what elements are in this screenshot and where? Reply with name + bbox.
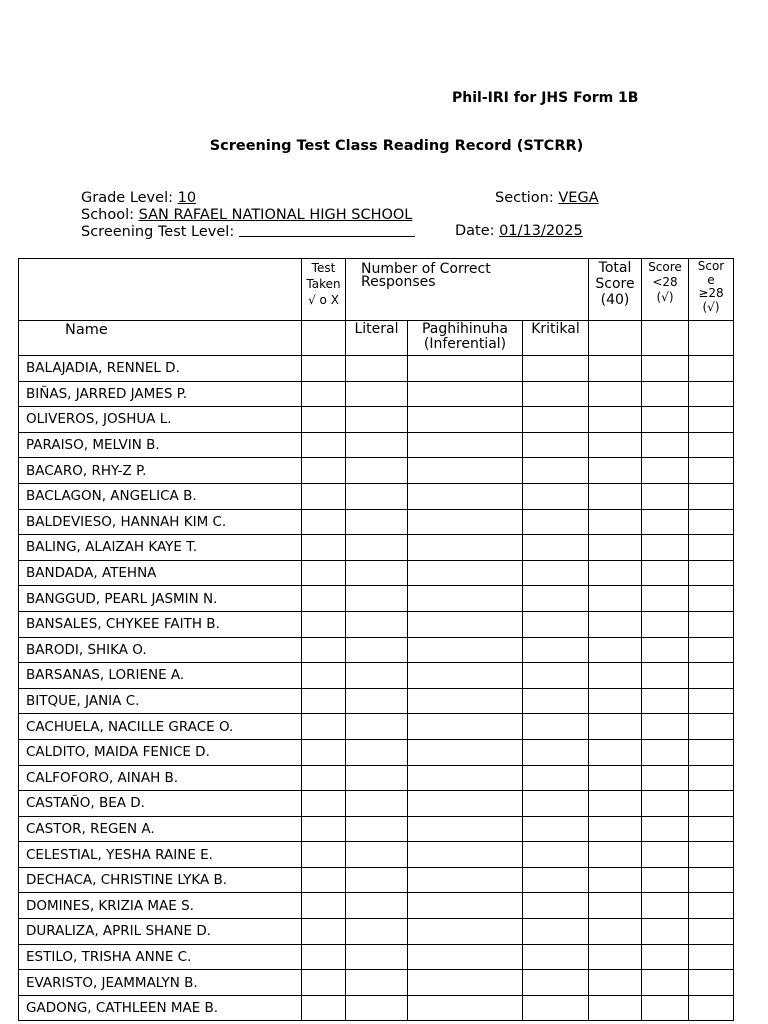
test-level-blank: [239, 223, 415, 237]
score-above-cell: [689, 944, 734, 970]
student-name: BACARO, RHY-Z P.: [19, 458, 302, 484]
kritikal-cell: [523, 714, 589, 740]
test-taken-cell: [302, 765, 346, 791]
student-name: PARAISO, MELVIN B.: [19, 432, 302, 458]
literal-cell: [346, 663, 408, 689]
total-score-cell: [589, 791, 642, 817]
form-title: Screening Test Class Reading Record (STCRR): [209, 138, 584, 154]
literal-cell: [346, 432, 408, 458]
total-score-cell: [589, 842, 642, 868]
responses-line1: Number of Correct: [361, 261, 491, 277]
score-below-cell: [642, 791, 689, 817]
header-row-1: [19, 259, 734, 321]
total-score-cell: [589, 739, 642, 765]
inferential-line1: Paghihinuha: [421, 321, 508, 337]
score-below-cell: [642, 381, 689, 407]
score-below-cell: [642, 919, 689, 945]
score-below-cell: [642, 867, 689, 893]
score-above-cell: [689, 586, 734, 612]
literal-cell: [346, 816, 408, 842]
inferential-cell: [408, 919, 523, 945]
student-name: BANDADA, ATEHNA: [19, 560, 302, 586]
literal-cell: [346, 483, 408, 509]
literal-cell: [346, 995, 408, 1021]
test-taken-cell: [302, 714, 346, 740]
student-name: BITQUE, JANIA C.: [19, 688, 302, 714]
total-score-cell: [589, 560, 642, 586]
test-taken-cell: [302, 663, 346, 689]
score-above-cell: [689, 356, 734, 382]
score-below-cell: [642, 535, 689, 561]
kritikal-cell: [523, 944, 589, 970]
student-name: CASTOR, REGEN A.: [19, 816, 302, 842]
student-name: BALING, ALAIZAH KAYE T.: [19, 535, 302, 561]
literal-cell: [346, 586, 408, 612]
total-score-cell: [589, 637, 642, 663]
literal-cell: [346, 509, 408, 535]
score-above-cell: [689, 714, 734, 740]
table-row: [19, 458, 734, 484]
literal-cell: [346, 867, 408, 893]
test-taken-cell: [302, 407, 346, 433]
kritikal-cell: [523, 765, 589, 791]
total-score-cell: [589, 919, 642, 945]
literal-cell: [346, 637, 408, 663]
test-taken-cell: [302, 356, 346, 382]
test-taken-cell: [302, 637, 346, 663]
total-score-cell: [589, 893, 642, 919]
score-above-cell: [689, 381, 734, 407]
inferential-cell: [408, 765, 523, 791]
table-row: [19, 842, 734, 868]
literal-cell: [346, 381, 408, 407]
school-label: School:: [81, 206, 139, 223]
score-above-cell: [689, 842, 734, 868]
test-taken-header: [302, 259, 346, 321]
grade-level-label: Grade Level:: [81, 190, 178, 206]
kritikal-cell: [523, 611, 589, 637]
score-above-cell: [689, 535, 734, 561]
student-name: BANSALES, CHYKEE FAITH B.: [19, 611, 302, 637]
test-taken-cell: [302, 816, 346, 842]
class-info: [81, 190, 599, 240]
student-name: BIÑAS, JARRED JAMES P.: [19, 381, 302, 407]
student-name: GADONG, CATHLEEN MAE B.: [19, 995, 302, 1021]
kritikal-cell: [523, 995, 589, 1021]
literal-cell: [346, 842, 408, 868]
name-header: Name: [19, 321, 302, 356]
above-line1: Scor: [697, 259, 725, 273]
table-row: [19, 483, 734, 509]
score-below-cell: [642, 509, 689, 535]
test-taken-line1: Test: [311, 261, 336, 275]
inferential-cell: [408, 791, 523, 817]
literal-cell: [346, 944, 408, 970]
total-score-cell: [589, 509, 642, 535]
kritikal-cell: [523, 970, 589, 996]
inferential-cell: [408, 944, 523, 970]
inferential-line2: (Inferential): [423, 336, 507, 352]
score-below-cell: [642, 560, 689, 586]
score-below-cell: [642, 663, 689, 689]
test-taken-cell: [302, 970, 346, 996]
kritikal-cell: [523, 535, 589, 561]
test-taken-cell: [302, 791, 346, 817]
table-row: [19, 381, 734, 407]
total-score-cell: [589, 458, 642, 484]
total-score-cell: [589, 688, 642, 714]
table-row: [19, 432, 734, 458]
total-score-subheader: [589, 321, 642, 356]
table-row: [19, 714, 734, 740]
inferential-cell: [408, 407, 523, 433]
student-name: CACHUELA, NACILLE GRACE O.: [19, 714, 302, 740]
inferential-cell: [408, 535, 523, 561]
score-below-cell: [642, 637, 689, 663]
table-row: [19, 765, 734, 791]
inferential-cell: [408, 611, 523, 637]
kritikal-cell: [523, 432, 589, 458]
test-taken-cell: [302, 458, 346, 484]
student-name: DURALIZA, APRIL SHANE D.: [19, 919, 302, 945]
kritikal-cell: [523, 663, 589, 689]
table-row: [19, 919, 734, 945]
score-above-cell: [689, 458, 734, 484]
total-score-cell: [589, 867, 642, 893]
table-row: [19, 816, 734, 842]
inferential-cell: [408, 688, 523, 714]
score-above-cell: [689, 637, 734, 663]
literal-cell: [346, 739, 408, 765]
kritikal-cell: [523, 586, 589, 612]
literal-cell: [346, 714, 408, 740]
header-row-2: [19, 321, 734, 356]
total-score-cell: [589, 995, 642, 1021]
score-below-cell: [642, 714, 689, 740]
score-below-cell: [642, 356, 689, 382]
test-taken-cell: [302, 381, 346, 407]
test-taken-cell: [302, 739, 346, 765]
table-row: [19, 560, 734, 586]
kritikal-cell: [523, 458, 589, 484]
school-row: [81, 207, 415, 224]
score-above-cell: [689, 560, 734, 586]
table-row: [19, 637, 734, 663]
literal-cell: [346, 458, 408, 484]
total-score-cell: [589, 765, 642, 791]
kritikal-header: Kritikal: [523, 321, 589, 356]
score-above-cell: [689, 867, 734, 893]
table-row: [19, 535, 734, 561]
test-taken-cell: [302, 535, 346, 561]
student-name: BACLAGON, ANGELICA B.: [19, 483, 302, 509]
table-row: [19, 995, 734, 1021]
above-line2: e: [707, 272, 715, 287]
score-below-cell: [642, 893, 689, 919]
literal-cell: [346, 535, 408, 561]
kritikal-cell: [523, 739, 589, 765]
table-row: [19, 688, 734, 714]
inferential-cell: [408, 970, 523, 996]
test-taken-cell: [302, 509, 346, 535]
student-name: BARSANAS, LORIENE A.: [19, 663, 302, 689]
literal-cell: [346, 560, 408, 586]
total-score-cell: [589, 483, 642, 509]
score-below-cell: [642, 407, 689, 433]
inferential-cell: [408, 663, 523, 689]
section-label: Section:: [495, 190, 559, 206]
date-field: [455, 223, 583, 240]
score-below-cell: [642, 739, 689, 765]
score-above-cell: [689, 791, 734, 817]
inferential-cell: [408, 739, 523, 765]
below-line1: Score: [648, 260, 682, 274]
inferential-cell: [408, 381, 523, 407]
score-above-cell: [689, 509, 734, 535]
student-name: ESTILO, TRISHA ANNE C.: [19, 944, 302, 970]
student-name: DECHACA, CHRISTINE LYKA B.: [19, 867, 302, 893]
test-level-date-row: [81, 223, 583, 240]
total-line1: Total: [598, 260, 632, 276]
score-below-cell: [642, 458, 689, 484]
score-above-cell: [689, 432, 734, 458]
kritikal-cell: [523, 483, 589, 509]
inferential-header: [408, 321, 523, 356]
kritikal-cell: [523, 381, 589, 407]
score-below-cell: [642, 432, 689, 458]
kritikal-cell: [523, 407, 589, 433]
test-taken-cell: [302, 893, 346, 919]
score-below-subheader: [642, 321, 689, 356]
table-row: [19, 407, 734, 433]
total-score-cell: [589, 535, 642, 561]
table-row: [19, 893, 734, 919]
inferential-cell: [408, 586, 523, 612]
literal-header: Literal: [346, 321, 408, 356]
score-above-cell: [689, 663, 734, 689]
kritikal-cell: [523, 356, 589, 382]
section-field: [495, 190, 599, 207]
total-score-cell: [589, 816, 642, 842]
literal-cell: [346, 893, 408, 919]
kritikal-cell: [523, 509, 589, 535]
inferential-cell: [408, 458, 523, 484]
literal-cell: [346, 970, 408, 996]
reading-record-table: [18, 258, 734, 1021]
score-above-cell: [689, 995, 734, 1021]
test-taken-cell: [302, 919, 346, 945]
score-above-cell: [689, 688, 734, 714]
kritikal-cell: [523, 842, 589, 868]
score-below-cell: [642, 586, 689, 612]
student-name: CALDITO, MAIDA FENICE D.: [19, 739, 302, 765]
table-row: [19, 739, 734, 765]
total-score-cell: [589, 432, 642, 458]
student-name: BARODI, SHIKA O.: [19, 637, 302, 663]
inferential-cell: [408, 714, 523, 740]
literal-cell: [346, 688, 408, 714]
inferential-cell: [408, 842, 523, 868]
table-row: [19, 509, 734, 535]
test-taken-cell: [302, 432, 346, 458]
score-below-cell: [642, 765, 689, 791]
kritikal-cell: [523, 791, 589, 817]
total-score-cell: [589, 407, 642, 433]
table-row: [19, 356, 734, 382]
student-name: EVARISTO, JEAMMALYN B.: [19, 970, 302, 996]
score-below-28-header: [642, 259, 689, 321]
student-name: OLIVEROS, JOSHUA L.: [19, 407, 302, 433]
total-score-header: [589, 259, 642, 321]
score-below-cell: [642, 970, 689, 996]
score-below-cell: [642, 995, 689, 1021]
score-below-cell: [642, 842, 689, 868]
table-row: [19, 586, 734, 612]
score-above-cell: [689, 765, 734, 791]
score-above-cell: [689, 893, 734, 919]
literal-cell: [346, 919, 408, 945]
score-above-cell: [689, 816, 734, 842]
inferential-cell: [408, 816, 523, 842]
literal-cell: [346, 765, 408, 791]
test-taken-subheader: [302, 321, 346, 356]
inferential-cell: [408, 509, 523, 535]
student-name: CASTAÑO, BEA D.: [19, 791, 302, 817]
score-above-28-header: [689, 259, 734, 321]
responses-line2: Responses: [361, 274, 436, 290]
literal-cell: [346, 356, 408, 382]
kritikal-cell: [523, 919, 589, 945]
total-score-cell: [589, 970, 642, 996]
student-name: BANGGUD, PEARL JASMIN N.: [19, 586, 302, 612]
inferential-cell: [408, 867, 523, 893]
kritikal-cell: [523, 560, 589, 586]
total-score-cell: [589, 381, 642, 407]
kritikal-cell: [523, 637, 589, 663]
total-score-cell: [589, 663, 642, 689]
score-above-cell: [689, 970, 734, 996]
student-name: BALAJADIA, RENNEL D.: [19, 356, 302, 382]
literal-cell: [346, 407, 408, 433]
literal-cell: [346, 611, 408, 637]
test-taken-line3: √ o X: [308, 293, 339, 307]
grade-section-row: [81, 190, 599, 207]
inferential-cell: [408, 356, 523, 382]
inferential-cell: [408, 432, 523, 458]
test-taken-cell: [302, 483, 346, 509]
table-row: [19, 663, 734, 689]
total-score-cell: [589, 586, 642, 612]
kritikal-cell: [523, 867, 589, 893]
score-above-cell: [689, 407, 734, 433]
test-taken-cell: [302, 842, 346, 868]
table-row: [19, 791, 734, 817]
student-name: CELESTIAL, YESHA RAINE E.: [19, 842, 302, 868]
test-taken-line2: Taken: [306, 277, 341, 291]
date-value: 01/13/2025: [499, 223, 583, 239]
score-below-cell: [642, 944, 689, 970]
total-line2: Score: [595, 276, 635, 292]
test-taken-cell: [302, 586, 346, 612]
total-score-cell: [589, 611, 642, 637]
student-name: BALDEVIESO, HANNAH KIM C.: [19, 509, 302, 535]
table-row: [19, 970, 734, 996]
name-header-top: [19, 259, 302, 321]
test-level-label: Screening Test Level:: [81, 224, 239, 240]
student-name: DOMINES, KRIZIA MAE S.: [19, 893, 302, 919]
test-taken-cell: [302, 560, 346, 586]
form-code: Phil-IRI for JHS Form 1B: [452, 90, 639, 106]
above-line3: ≥28: [698, 286, 724, 300]
table-row: [19, 944, 734, 970]
score-above-cell: [689, 919, 734, 945]
inferential-cell: [408, 637, 523, 663]
score-above-cell: [689, 611, 734, 637]
student-name: CALFOFORO, AINAH B.: [19, 765, 302, 791]
kritikal-cell: [523, 893, 589, 919]
inferential-cell: [408, 893, 523, 919]
score-above-cell: [689, 739, 734, 765]
section-value: VEGA: [558, 190, 599, 206]
above-line4: (√): [702, 299, 720, 314]
test-taken-cell: [302, 944, 346, 970]
inferential-cell: [408, 560, 523, 586]
total-line3: (40): [600, 292, 630, 308]
score-below-cell: [642, 816, 689, 842]
score-below-cell: [642, 483, 689, 509]
correct-responses-header: [346, 259, 589, 321]
inferential-cell: [408, 995, 523, 1021]
score-above-cell: [689, 483, 734, 509]
literal-cell: [346, 791, 408, 817]
grade-level-value: 10: [177, 190, 197, 206]
date-label: Date:: [455, 223, 500, 239]
score-below-cell: [642, 688, 689, 714]
test-taken-cell: [302, 611, 346, 637]
test-taken-cell: [302, 688, 346, 714]
total-score-cell: [589, 714, 642, 740]
school-value: SAN RAFAEL NATIONAL HIGH SCHOOL: [138, 206, 413, 223]
student-rows: [19, 356, 734, 1021]
total-score-cell: [589, 356, 642, 382]
table-row: [19, 611, 734, 637]
kritikal-cell: [523, 688, 589, 714]
test-taken-cell: [302, 995, 346, 1021]
kritikal-cell: [523, 816, 589, 842]
score-below-cell: [642, 611, 689, 637]
test-taken-cell: [302, 867, 346, 893]
below-line3: (√): [656, 290, 674, 304]
inferential-cell: [408, 483, 523, 509]
total-score-cell: [589, 944, 642, 970]
score-above-subheader: [689, 321, 734, 356]
table-row: [19, 867, 734, 893]
below-line2: <28: [652, 275, 678, 289]
